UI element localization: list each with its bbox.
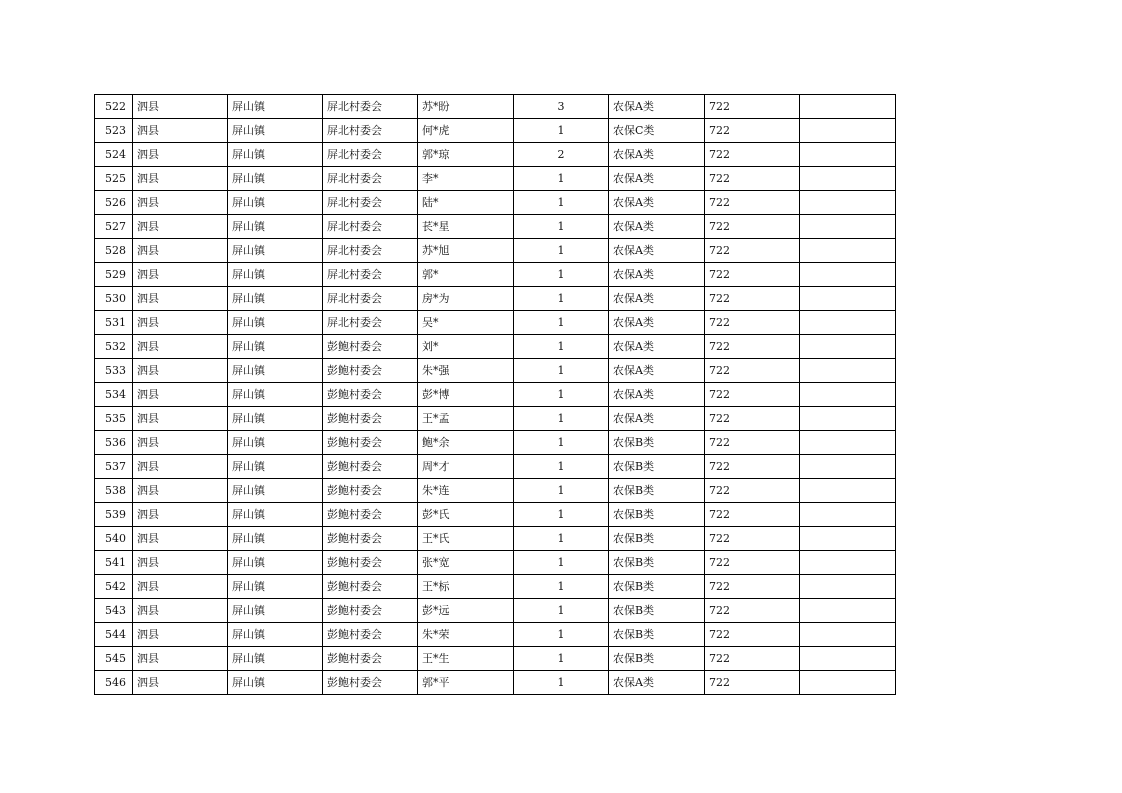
cell-county: 泗县 — [133, 647, 228, 671]
cell-household-count: 1 — [514, 215, 609, 239]
cell-row-number: 540 — [95, 527, 133, 551]
cell-county: 泗县 — [133, 191, 228, 215]
cell-row-number: 534 — [95, 383, 133, 407]
cell-town: 屏山镇 — [228, 359, 323, 383]
cell-town: 屏山镇 — [228, 407, 323, 431]
table-row — [95, 95, 896, 119]
cell-county: 泗县 — [133, 215, 228, 239]
cell-note — [800, 431, 896, 455]
cell-town: 屏山镇 — [228, 119, 323, 143]
cell-county: 泗县 — [133, 287, 228, 311]
cell-name: 苏*旭 — [418, 239, 514, 263]
table-row — [95, 167, 896, 191]
cell-amount: 722 — [705, 479, 800, 503]
cell-amount: 722 — [705, 623, 800, 647]
cell-amount: 722 — [705, 95, 800, 119]
cell-town: 屏山镇 — [228, 599, 323, 623]
table-row — [95, 575, 896, 599]
cell-county: 泗县 — [133, 119, 228, 143]
cell-county: 泗县 — [133, 455, 228, 479]
cell-amount: 722 — [705, 119, 800, 143]
cell-note — [800, 95, 896, 119]
cell-household-count: 1 — [514, 479, 609, 503]
cell-row-number: 538 — [95, 479, 133, 503]
cell-county: 泗县 — [133, 671, 228, 695]
cell-name: 郭*琼 — [418, 143, 514, 167]
cell-category: 农保B类 — [609, 647, 705, 671]
cell-county: 泗县 — [133, 263, 228, 287]
cell-household-count: 1 — [514, 167, 609, 191]
cell-village: 彭鲍村委会 — [323, 503, 418, 527]
cell-name: 彭*氏 — [418, 503, 514, 527]
cell-household-count: 1 — [514, 287, 609, 311]
cell-note — [800, 215, 896, 239]
cell-category: 农保A类 — [609, 359, 705, 383]
cell-amount: 722 — [705, 599, 800, 623]
cell-category: 农保A类 — [609, 191, 705, 215]
cell-name: 郭* — [418, 263, 514, 287]
cell-note — [800, 383, 896, 407]
cell-name: 彭*博 — [418, 383, 514, 407]
cell-town: 屏山镇 — [228, 431, 323, 455]
cell-category: 农保B类 — [609, 527, 705, 551]
table-row — [95, 143, 896, 167]
cell-note — [800, 479, 896, 503]
cell-village: 彭鲍村委会 — [323, 599, 418, 623]
cell-amount: 722 — [705, 575, 800, 599]
cell-amount: 722 — [705, 527, 800, 551]
cell-household-count: 1 — [514, 527, 609, 551]
cell-note — [800, 239, 896, 263]
cell-note — [800, 119, 896, 143]
cell-amount: 722 — [705, 407, 800, 431]
cell-row-number: 533 — [95, 359, 133, 383]
cell-name: 何*虎 — [418, 119, 514, 143]
cell-note — [800, 263, 896, 287]
cell-category: 农保A类 — [609, 335, 705, 359]
table-row — [95, 359, 896, 383]
cell-note — [800, 167, 896, 191]
cell-category: 农保A类 — [609, 287, 705, 311]
cell-category: 农保B类 — [609, 431, 705, 455]
cell-amount: 722 — [705, 551, 800, 575]
cell-amount: 722 — [705, 503, 800, 527]
cell-household-count: 1 — [514, 623, 609, 647]
table-row — [95, 671, 896, 695]
cell-household-count: 1 — [514, 311, 609, 335]
cell-household-count: 1 — [514, 671, 609, 695]
cell-town: 屏山镇 — [228, 215, 323, 239]
cell-town: 屏山镇 — [228, 239, 323, 263]
cell-name: 陆* — [418, 191, 514, 215]
cell-row-number: 526 — [95, 191, 133, 215]
cell-amount: 722 — [705, 335, 800, 359]
cell-village: 彭鲍村委会 — [323, 407, 418, 431]
cell-village: 彭鲍村委会 — [323, 671, 418, 695]
cell-row-number: 532 — [95, 335, 133, 359]
cell-note — [800, 287, 896, 311]
cell-category: 农保A类 — [609, 95, 705, 119]
cell-amount: 722 — [705, 143, 800, 167]
cell-village: 彭鲍村委会 — [323, 575, 418, 599]
table-row — [95, 215, 896, 239]
cell-amount: 722 — [705, 455, 800, 479]
cell-row-number: 522 — [95, 95, 133, 119]
cell-name: 吴* — [418, 311, 514, 335]
cell-category: 农保A类 — [609, 311, 705, 335]
cell-county: 泗县 — [133, 95, 228, 119]
cell-name: 刘* — [418, 335, 514, 359]
cell-household-count: 1 — [514, 551, 609, 575]
cell-amount: 722 — [705, 287, 800, 311]
cell-town: 屏山镇 — [228, 191, 323, 215]
table-row — [95, 503, 896, 527]
cell-name: 王*标 — [418, 575, 514, 599]
beneficiary-table — [94, 94, 896, 695]
table-body — [95, 95, 896, 695]
cell-amount: 722 — [705, 671, 800, 695]
cell-county: 泗县 — [133, 407, 228, 431]
table-row — [95, 119, 896, 143]
cell-village: 屏北村委会 — [323, 263, 418, 287]
cell-town: 屏山镇 — [228, 335, 323, 359]
cell-town: 屏山镇 — [228, 503, 323, 527]
cell-name: 王*生 — [418, 647, 514, 671]
cell-household-count: 3 — [514, 95, 609, 119]
cell-note — [800, 599, 896, 623]
cell-household-count: 1 — [514, 263, 609, 287]
table-row — [95, 527, 896, 551]
cell-town: 屏山镇 — [228, 167, 323, 191]
cell-town: 屏山镇 — [228, 671, 323, 695]
cell-village: 彭鲍村委会 — [323, 551, 418, 575]
cell-town: 屏山镇 — [228, 527, 323, 551]
cell-name: 张*宽 — [418, 551, 514, 575]
cell-household-count: 1 — [514, 239, 609, 263]
cell-village: 彭鲍村委会 — [323, 647, 418, 671]
cell-county: 泗县 — [133, 167, 228, 191]
cell-row-number: 537 — [95, 455, 133, 479]
cell-name: 王*氏 — [418, 527, 514, 551]
cell-village: 屏北村委会 — [323, 215, 418, 239]
cell-name: 李* — [418, 167, 514, 191]
cell-household-count: 1 — [514, 455, 609, 479]
cell-town: 屏山镇 — [228, 95, 323, 119]
cell-row-number: 536 — [95, 431, 133, 455]
cell-household-count: 1 — [514, 383, 609, 407]
cell-county: 泗县 — [133, 575, 228, 599]
cell-village: 屏北村委会 — [323, 167, 418, 191]
cell-town: 屏山镇 — [228, 311, 323, 335]
cell-village: 彭鲍村委会 — [323, 527, 418, 551]
table-row — [95, 455, 896, 479]
cell-county: 泗县 — [133, 311, 228, 335]
cell-name: 苌*星 — [418, 215, 514, 239]
cell-town: 屏山镇 — [228, 575, 323, 599]
cell-household-count: 1 — [514, 191, 609, 215]
cell-village: 屏北村委会 — [323, 287, 418, 311]
cell-county: 泗县 — [133, 383, 228, 407]
cell-row-number: 528 — [95, 239, 133, 263]
cell-note — [800, 359, 896, 383]
cell-household-count: 1 — [514, 647, 609, 671]
cell-household-count: 2 — [514, 143, 609, 167]
cell-note — [800, 191, 896, 215]
table-row — [95, 479, 896, 503]
cell-category: 农保A类 — [609, 263, 705, 287]
cell-village: 屏北村委会 — [323, 119, 418, 143]
cell-note — [800, 575, 896, 599]
cell-village: 屏北村委会 — [323, 239, 418, 263]
cell-village: 屏北村委会 — [323, 143, 418, 167]
cell-town: 屏山镇 — [228, 647, 323, 671]
cell-household-count: 1 — [514, 359, 609, 383]
cell-category: 农保A类 — [609, 239, 705, 263]
cell-village: 彭鲍村委会 — [323, 479, 418, 503]
cell-category: 农保B类 — [609, 503, 705, 527]
cell-note — [800, 335, 896, 359]
cell-village: 彭鲍村委会 — [323, 623, 418, 647]
cell-town: 屏山镇 — [228, 263, 323, 287]
cell-village: 彭鲍村委会 — [323, 335, 418, 359]
table-row — [95, 551, 896, 575]
cell-note — [800, 671, 896, 695]
cell-amount: 722 — [705, 647, 800, 671]
cell-amount: 722 — [705, 239, 800, 263]
cell-category: 农保B类 — [609, 599, 705, 623]
cell-household-count: 1 — [514, 119, 609, 143]
cell-village: 屏北村委会 — [323, 311, 418, 335]
cell-category: 农保A类 — [609, 167, 705, 191]
cell-town: 屏山镇 — [228, 551, 323, 575]
cell-row-number: 529 — [95, 263, 133, 287]
cell-note — [800, 311, 896, 335]
cell-amount: 722 — [705, 263, 800, 287]
cell-name: 朱*荣 — [418, 623, 514, 647]
table-row — [95, 623, 896, 647]
cell-name: 鲍*余 — [418, 431, 514, 455]
cell-name: 苏*盼 — [418, 95, 514, 119]
cell-category: 农保A类 — [609, 383, 705, 407]
cell-row-number: 524 — [95, 143, 133, 167]
cell-name: 房*为 — [418, 287, 514, 311]
table-row — [95, 407, 896, 431]
cell-row-number: 525 — [95, 167, 133, 191]
cell-row-number: 545 — [95, 647, 133, 671]
cell-name: 朱*强 — [418, 359, 514, 383]
cell-amount: 722 — [705, 383, 800, 407]
cell-county: 泗县 — [133, 623, 228, 647]
cell-county: 泗县 — [133, 551, 228, 575]
cell-row-number: 543 — [95, 599, 133, 623]
cell-category: 农保A类 — [609, 407, 705, 431]
cell-household-count: 1 — [514, 575, 609, 599]
cell-county: 泗县 — [133, 359, 228, 383]
cell-amount: 722 — [705, 167, 800, 191]
cell-county: 泗县 — [133, 239, 228, 263]
cell-county: 泗县 — [133, 431, 228, 455]
cell-village: 彭鲍村委会 — [323, 383, 418, 407]
table-row — [95, 383, 896, 407]
cell-county: 泗县 — [133, 527, 228, 551]
cell-village: 屏北村委会 — [323, 191, 418, 215]
cell-household-count: 1 — [514, 431, 609, 455]
cell-note — [800, 623, 896, 647]
cell-note — [800, 407, 896, 431]
cell-household-count: 1 — [514, 335, 609, 359]
cell-village: 彭鲍村委会 — [323, 359, 418, 383]
cell-county: 泗县 — [133, 143, 228, 167]
cell-note — [800, 503, 896, 527]
cell-household-count: 1 — [514, 599, 609, 623]
cell-village: 彭鲍村委会 — [323, 431, 418, 455]
cell-note — [800, 527, 896, 551]
cell-amount: 722 — [705, 431, 800, 455]
table-row — [95, 311, 896, 335]
cell-county: 泗县 — [133, 503, 228, 527]
cell-note — [800, 143, 896, 167]
cell-amount: 722 — [705, 215, 800, 239]
cell-name: 朱*连 — [418, 479, 514, 503]
cell-town: 屏山镇 — [228, 287, 323, 311]
cell-row-number: 530 — [95, 287, 133, 311]
cell-name: 郭*平 — [418, 671, 514, 695]
table-row — [95, 287, 896, 311]
cell-category: 农保A类 — [609, 671, 705, 695]
cell-note — [800, 551, 896, 575]
table-row — [95, 191, 896, 215]
cell-household-count: 1 — [514, 407, 609, 431]
table-row — [95, 599, 896, 623]
cell-amount: 722 — [705, 359, 800, 383]
cell-household-count: 1 — [514, 503, 609, 527]
cell-row-number: 539 — [95, 503, 133, 527]
cell-town: 屏山镇 — [228, 623, 323, 647]
cell-town: 屏山镇 — [228, 143, 323, 167]
cell-category: 农保B类 — [609, 623, 705, 647]
table-row — [95, 263, 896, 287]
cell-row-number: 544 — [95, 623, 133, 647]
cell-town: 屏山镇 — [228, 383, 323, 407]
cell-category: 农保C类 — [609, 119, 705, 143]
cell-row-number: 527 — [95, 215, 133, 239]
cell-category: 农保B类 — [609, 479, 705, 503]
table-row — [95, 647, 896, 671]
cell-category: 农保B类 — [609, 551, 705, 575]
cell-row-number: 542 — [95, 575, 133, 599]
cell-village: 彭鲍村委会 — [323, 455, 418, 479]
cell-row-number: 541 — [95, 551, 133, 575]
cell-row-number: 531 — [95, 311, 133, 335]
cell-row-number: 523 — [95, 119, 133, 143]
cell-name: 周*才 — [418, 455, 514, 479]
cell-amount: 722 — [705, 311, 800, 335]
table-row — [95, 335, 896, 359]
table-row — [95, 239, 896, 263]
cell-row-number: 546 — [95, 671, 133, 695]
table-row — [95, 431, 896, 455]
cell-category: 农保B类 — [609, 575, 705, 599]
cell-county: 泗县 — [133, 335, 228, 359]
cell-name: 彭*远 — [418, 599, 514, 623]
cell-amount: 722 — [705, 191, 800, 215]
cell-note — [800, 647, 896, 671]
cell-county: 泗县 — [133, 479, 228, 503]
cell-note — [800, 455, 896, 479]
cell-name: 王*孟 — [418, 407, 514, 431]
cell-category: 农保B类 — [609, 455, 705, 479]
cell-county: 泗县 — [133, 599, 228, 623]
cell-category: 农保A类 — [609, 143, 705, 167]
cell-town: 屏山镇 — [228, 455, 323, 479]
cell-town: 屏山镇 — [228, 479, 323, 503]
cell-row-number: 535 — [95, 407, 133, 431]
cell-village: 屏北村委会 — [323, 95, 418, 119]
cell-category: 农保A类 — [609, 215, 705, 239]
